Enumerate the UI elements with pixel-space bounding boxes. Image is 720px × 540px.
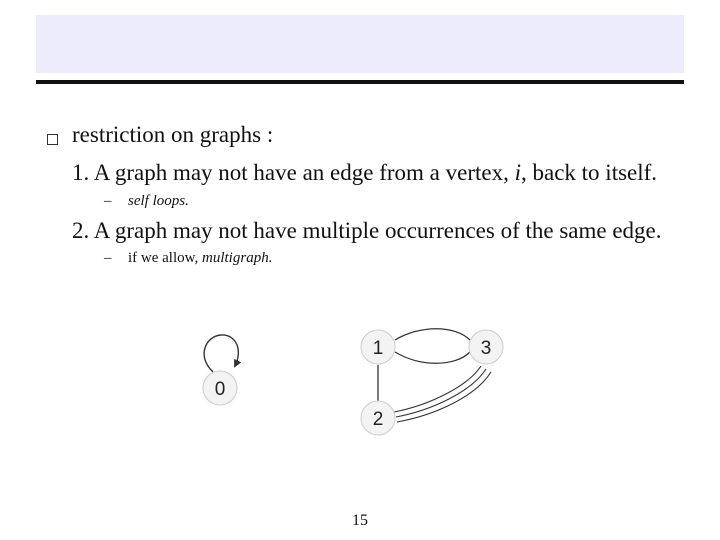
vertex-0-label: 0 xyxy=(214,379,226,400)
edge-2-3-a xyxy=(394,366,481,412)
self-loop-figure xyxy=(203,335,238,405)
vertex-1-label: 1 xyxy=(372,338,384,359)
edge-1-3-lower xyxy=(395,352,470,363)
rule-1-suffix: , back to itself. xyxy=(521,160,658,185)
self-loop-edge xyxy=(204,335,238,372)
rule-2: 2. A graph may not have multiple occurrences of the same edge. xyxy=(72,218,662,243)
rule-1-var: i xyxy=(514,160,521,185)
rule-1-prefix: 1. A graph may not have an edge from a vertex, xyxy=(72,160,515,185)
page-number: 15 xyxy=(352,512,368,529)
rule-2-note-plain: if we allow, xyxy=(128,250,203,266)
dash-icon: – xyxy=(104,193,112,209)
rule-2-note-italic: multigraph. xyxy=(202,250,273,266)
vertex-3-label: 3 xyxy=(480,338,492,359)
dash-icon: – xyxy=(104,250,112,266)
multigraph-figure xyxy=(361,329,503,435)
vertex-2-label: 2 xyxy=(372,409,384,430)
rule-1-note-text: self loops. xyxy=(128,193,189,209)
bullet-intro: restriction on graphs : xyxy=(72,122,274,147)
edge-1-3-upper xyxy=(395,329,470,340)
